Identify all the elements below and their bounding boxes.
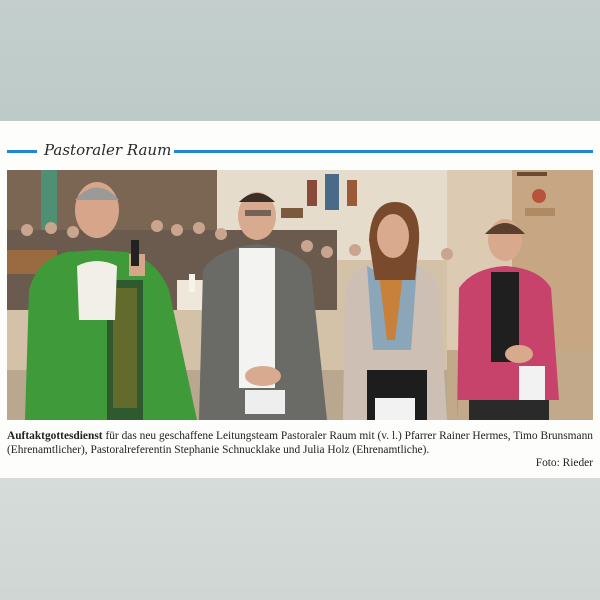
section-rule-right	[174, 150, 593, 153]
photo-caption	[7, 430, 593, 457]
caption-lead: Auftaktgottesdienst	[7, 430, 103, 442]
section-rule-left	[7, 150, 37, 153]
background-bottom	[0, 478, 600, 600]
photo-credit: Foto: Rieder	[535, 457, 593, 469]
caption-text: für das neu geschaffene Leitungsteam Pastoraler Raum mit (v. l.) Pfarrer Rainer Hermes, Timo Brunsmann (Ehrenamtlicher), Pastoralreferentin Stephanie Schnucklake und Julia Holz (Ehrenamtliche).	[7, 430, 593, 456]
section-title: Pastoraler Raum	[44, 141, 172, 159]
background-top	[0, 0, 600, 121]
church-photo	[7, 170, 593, 420]
